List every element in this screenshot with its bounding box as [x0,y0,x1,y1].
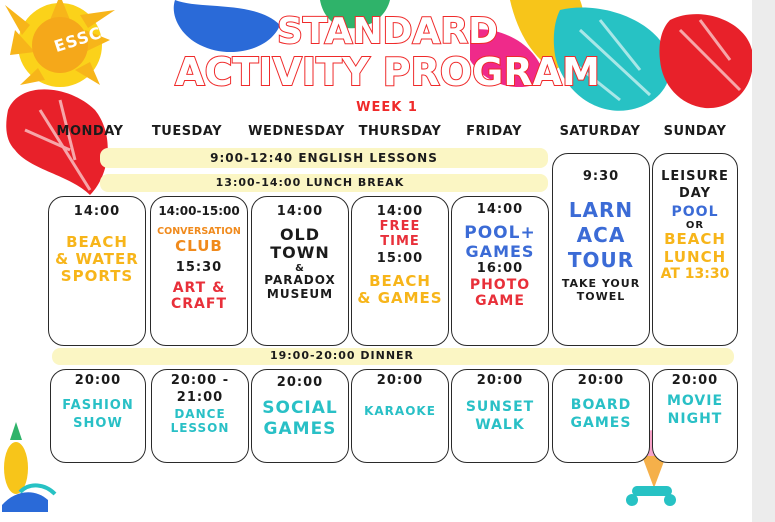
pineapple-icon [2,422,55,512]
activity-text: & [295,262,305,274]
evening-card-friday [451,369,549,463]
activity-text: LESSON [170,420,230,435]
evening-card-sunday [652,369,738,463]
day-monday: MONDAY [56,124,124,139]
activity-text: CLUB [175,236,223,255]
activity-text: PARADOX [264,273,336,288]
time-label: 14:00 [476,202,524,217]
time-label: 9:30 [582,169,620,184]
activity-text: & WATER [55,250,139,269]
activity-text: FREE [379,218,421,234]
activity-text: MOVIE [666,392,724,409]
activity-text: OR [685,219,705,231]
title-line-2: ACTIVITY PROGRAM [175,50,600,94]
activity-text: BEACH [369,271,431,290]
activity-text: LARN [568,197,634,222]
afternoon-card-tuesday [150,196,248,346]
evening-card-tuesday [151,369,249,463]
afternoon-card-wednesday [251,196,349,346]
activity-text: BEACH [66,232,128,251]
time-label: 20:00 - [170,373,230,388]
activity-text: DANCE [174,406,226,421]
activity-text: OLD [279,224,321,244]
time-label: 15:00 [376,250,424,266]
activity-text: PHOTO [469,276,531,293]
brand-logo: ESSC [51,22,105,57]
time-label: 20:00 [476,373,524,388]
activity-text: GAMES [263,419,337,440]
activity-text: GAME [475,292,525,309]
time-label: 20:00 [671,373,719,388]
activity-text: SOCIAL [262,397,338,418]
lunch-label: 13:00-14:00 LUNCH BREAK [215,176,405,189]
time-label: 14:00-15:00 [158,204,240,218]
activity-text: GAMES [570,415,632,432]
activity-text: POOL [671,203,719,220]
activity-text: WALK [475,417,525,434]
activity-text: CONVERSATION [157,225,241,237]
activity-text: LUNCH [663,247,727,266]
activity-text: BEACH [664,230,726,249]
evening-card-saturday [552,369,650,463]
activity-text: & GAMES [357,289,443,307]
time-label: 20:00 [376,373,424,388]
time-label: 20:00 [74,373,122,388]
activity-text: TOWEL [576,289,626,303]
time-label: 14:00 [276,204,324,219]
activity-text: TOWN [270,243,330,263]
activity-text: AT 13:30 [660,265,730,282]
day-sunday: SUNDAY [663,124,727,139]
time-label: 15:30 [175,259,223,275]
evening-card-wednesday [251,369,349,463]
activity-text: KARAOKE [364,403,436,418]
english-lessons-label: 9:00-12:40 ENGLISH LESSONS [210,151,438,165]
activity-text: FASHION [62,397,134,413]
time-label: 20:00 [577,373,625,388]
activity-text: GAMES [465,242,535,262]
dinner-label: 19:00-20:00 DINNER [269,349,415,362]
afternoon-card-sunday [652,153,738,346]
day-friday: FRIDAY [466,124,522,139]
activity-text: ACA [576,222,626,247]
activity-text: MUSEUM [266,287,334,302]
afternoon-card-saturday [552,153,650,346]
afternoon-card-friday [451,196,549,346]
day-tuesday: TUESDAY [151,124,223,139]
activity-text: LEISURE [661,169,729,184]
afternoon-card-monday [48,196,146,346]
day-wednesday: WEDNESDAY [248,124,345,139]
activity-text: POOL+ [464,222,536,243]
afternoon-card-thursday [351,196,449,346]
day-thursday: THURSDAY [358,124,442,139]
activity-text: BOARD [570,396,632,413]
activity-text: NIGHT [667,411,723,428]
day-saturday: SATURDAY [559,124,641,139]
activity-text: SPORTS [60,267,134,286]
red-leaf-icon [6,89,107,195]
activity-text: CRAFT [170,296,227,312]
activity-text: TOUR [567,247,635,272]
activity-text: SHOW [73,415,123,431]
evening-card-thursday [351,369,449,463]
time-label: 16:00 [476,260,524,276]
activity-text: ART & [172,279,226,296]
time-label: 14:00 [376,204,424,219]
evening-card-monday [50,369,146,463]
time-label: 21:00 [176,389,224,405]
activity-text: TAKE YOUR [561,276,641,290]
time-label: 14:00 [73,204,121,219]
time-label: 20:00 [276,375,324,390]
title-line-1: STANDARD [276,11,499,52]
activity-text: DAY [678,185,712,201]
activity-text: SUNSET [465,398,535,415]
activity-text: TIME [380,233,420,249]
week-label: WEEK 1 [356,100,418,115]
